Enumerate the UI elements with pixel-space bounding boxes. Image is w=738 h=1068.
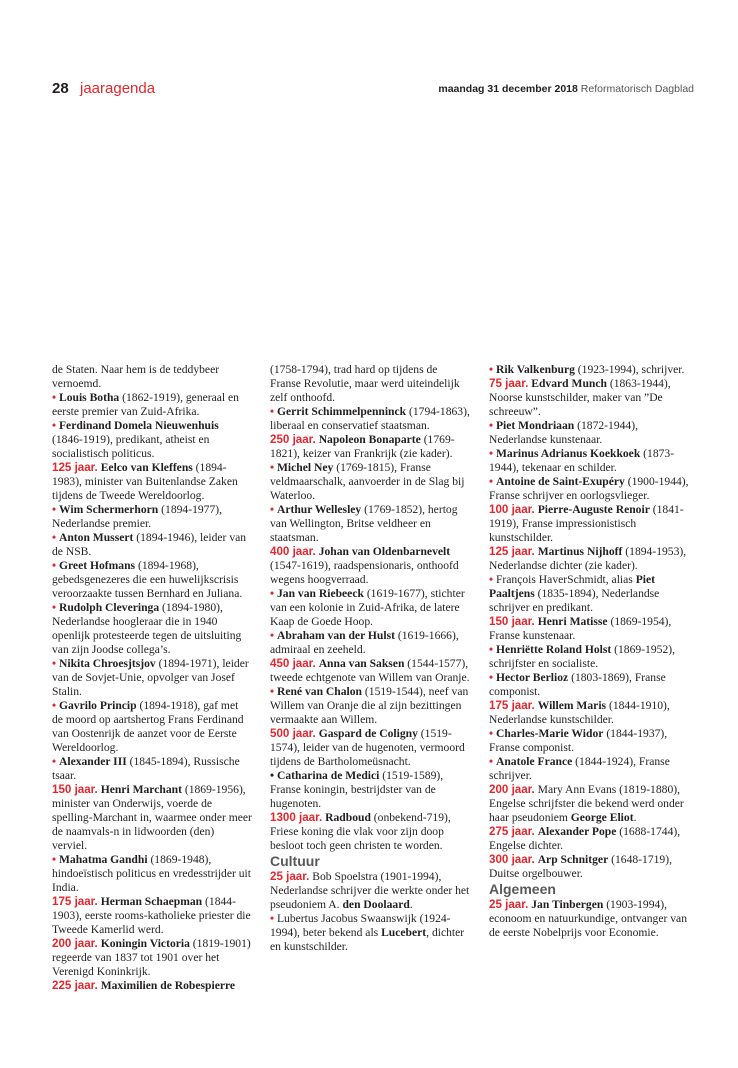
person-name: Anton Mussert — [58, 531, 134, 544]
anniversary-year: 300 jaar. — [489, 853, 535, 866]
agenda-entry — [52, 363, 252, 391]
anniversary-year: 125 jaar. — [52, 461, 98, 474]
person-name: Gavrilo Princip — [58, 699, 137, 712]
person-name: Anna van Saksen — [318, 657, 405, 670]
bullet-icon: • — [489, 363, 494, 376]
bullet-icon: • — [52, 559, 57, 572]
agenda-entry — [270, 912, 470, 954]
person-name: Louis Botha — [58, 391, 120, 404]
anniversary-year: 200 jaar. — [52, 937, 98, 950]
entry-text: . — [633, 811, 637, 824]
entry-text: (1923-1994), schrijver. — [574, 363, 685, 376]
anniversary-year: 75 jaar. — [489, 377, 529, 390]
anniversary-year: 125 jaar. — [489, 545, 535, 558]
person-name: Napoleon Bonaparte — [318, 433, 421, 446]
person-name: Michel Ney — [276, 461, 334, 474]
entry-text: (1894-1977), Nederlandse premier. — [52, 503, 223, 530]
person-name: George Eliot — [570, 811, 634, 824]
agenda-entry — [270, 433, 470, 461]
person-name: Jan van Riebeeck — [276, 587, 364, 600]
bullet-icon: • — [52, 503, 57, 516]
agenda-entry — [270, 629, 470, 657]
person-name: Eelco van Kleffens — [100, 461, 193, 474]
person-name: Greet Hofmans — [58, 559, 136, 572]
entry-text: (1819-1901) regeerde van 1837 tot 1901 over het Verenigd Koninkrijk. — [52, 937, 251, 978]
entry-text: (1519-1589), Franse koningin, bestrijdster van de hugenoten. — [270, 769, 444, 810]
bullet-icon: • — [489, 475, 494, 488]
newspaper-name: Reformatorisch Dagblad — [580, 83, 694, 95]
anniversary-year: 25 jaar. — [489, 898, 529, 911]
agenda-entry — [52, 853, 252, 895]
entry-text: (1862-1919), generaal en eerste premier van Zuid-Afrika. — [52, 391, 239, 418]
agenda-entry — [52, 461, 252, 503]
entry-text: (1769-1821), keizer van Frankrijk (zie kader). — [270, 433, 455, 460]
person-name: Maximilien de Robespierre — [100, 979, 236, 992]
bullet-icon: • — [489, 727, 494, 740]
agenda-entry — [52, 895, 252, 937]
entry-text: (1794-1863), liberaal en conservatief staatsman. — [270, 405, 470, 432]
entry-text: (1688-1744), Engelse dichter. — [489, 825, 681, 852]
person-name: Alexander Pope — [537, 825, 617, 838]
agenda-entry — [489, 671, 689, 699]
entry-text: (1846-1919), predikant, atheist en socialistisch politicus. — [52, 433, 210, 460]
agenda-entry — [52, 937, 252, 979]
person-name: Willem Maris — [537, 699, 607, 712]
entry-text: (1894-1946), leider van de NSB. — [52, 531, 247, 558]
agenda-entry — [270, 727, 470, 769]
bullet-icon: • — [270, 685, 275, 698]
anniversary-year: 400 jaar. — [270, 545, 316, 558]
entry-text: Bob Spoelstra (1901-1994), Nederlandse schrijver die werkte onder het pseudoniem A. — [270, 870, 470, 911]
agenda-entry — [52, 559, 252, 601]
entry-text: , dichter en kunstschilder. — [270, 926, 465, 953]
entry-text: (1894-1983), minister van Buitenlandse Zaken tijdens de Tweede Wereldoorlog. — [52, 461, 238, 502]
entry-text: (1900-1944), Franse schrijver en oorlogsvlieger. — [489, 475, 689, 502]
section-heading: Algemeen — [489, 881, 556, 897]
agenda-entry — [270, 685, 470, 727]
entry-text: (1519-1544), neef van Willem van Oranje die al zijn bezittingen vermaakte aan Willem. — [270, 685, 469, 726]
page-header — [52, 80, 694, 104]
person-name: Piet Paaltjens — [489, 573, 656, 600]
agenda-entry — [489, 755, 689, 783]
anniversary-year: 100 jaar. — [489, 503, 535, 516]
entry-text: (1894-1971), leider van de Sovjet-Unie, opvolger van Josef Stalin. — [52, 657, 249, 698]
bullet-icon: • — [489, 643, 494, 656]
anniversary-year: 450 jaar. — [270, 657, 316, 670]
entry-text: (1869-1956), minister van Onderwijs, voerde de spelling-Marchant in, waarmee onder meer de naamvals-n in lidwoorden (den) verviel. — [52, 783, 252, 852]
agenda-entry — [52, 783, 252, 853]
person-name: Ferdinand Domela Nieuwenhuis — [58, 419, 219, 432]
column-1 — [52, 363, 252, 993]
agenda-entry — [52, 699, 252, 755]
bullet-icon: • — [52, 657, 57, 670]
person-name: Arp Schnitger — [537, 853, 609, 866]
person-name: Mahatma Gandhi — [58, 853, 148, 866]
person-name: Wim Schermerhorn — [58, 503, 159, 516]
bullet-icon: • — [270, 769, 275, 782]
agenda-entry — [52, 601, 252, 657]
entry-text: (1544-1577), tweede echtgenote van Willem van Oranje. — [270, 657, 470, 684]
agenda-entry — [489, 853, 689, 881]
entry-text: (1894-1918), gaf met de moord op aartshertog Frans Ferdinand van Oostenrijk de aanzet voor de Eerste Wereldoorlog. — [52, 699, 244, 754]
person-name: Abraham van der Hulst — [276, 629, 395, 642]
entry-text: (1869-1952), schrijfster en socialiste. — [489, 643, 676, 670]
agenda-entry — [270, 461, 470, 503]
agenda-entry — [489, 475, 689, 503]
person-name: Arthur Wellesley — [276, 503, 362, 516]
issue-date: maandag 31 december 2018 — [438, 83, 578, 95]
bullet-icon: • — [52, 601, 57, 614]
agenda-entry — [270, 870, 470, 912]
person-name: Anatole France — [495, 755, 573, 768]
entry-text: (1844-1924), Franse schrijver. — [489, 755, 670, 782]
person-name: den Doolaard — [342, 898, 410, 911]
page-number: 28 — [52, 80, 69, 97]
bullet-icon: • — [270, 461, 275, 474]
person-name: Edvard Munch — [531, 377, 607, 390]
date-line — [438, 83, 694, 95]
agenda-entry — [52, 531, 252, 559]
column-2 — [270, 363, 470, 954]
entry-text: (1519-1574), leider van de hugenoten, vermoord tijdens de Bartholomeüsnacht. — [270, 727, 465, 768]
entry-text: (1894-1953), Nederlandse dichter (zie kader). — [489, 545, 687, 572]
agenda-entry — [489, 615, 689, 643]
entry-text: (1769-1815), Franse veldmaarschalk, aanvoerder in de Slag bij Waterloo. — [270, 461, 465, 502]
person-name: Piet Mondriaan — [495, 419, 575, 432]
agenda-entry — [52, 503, 252, 531]
agenda-entry — [52, 755, 252, 783]
entry-text: (1894-1968), gebedsgenezeres die een huwelijkscrisis veroorzaakte tussen Bernhard en Juliana. — [52, 559, 243, 600]
entry-text: (1758-1794), trad hard op tijdens de Franse Revolutie, maar werd uiteindelijk zelf onthoofd. — [270, 363, 460, 404]
entry-text: de Staten. Naar hem is de teddybeer vernoemd. — [52, 363, 220, 390]
entry-text: (1619-1677), stichter van een kolonie in Zuid-Afrika, de latere Kaap de Goede Hoop. — [270, 587, 465, 628]
agenda-entry — [489, 643, 689, 671]
bullet-icon: • — [270, 405, 275, 418]
anniversary-year: 175 jaar. — [489, 699, 535, 712]
entry-text: (1872-1944), Nederlandse kunstenaar. — [489, 419, 638, 446]
anniversary-year: 500 jaar. — [270, 727, 316, 740]
agenda-entry — [52, 979, 252, 993]
agenda-entry — [489, 419, 689, 447]
agenda-entry — [52, 391, 252, 419]
bullet-icon: • — [270, 629, 275, 642]
entry-text: (1894-1980), Nederlandse hoogleraar die in 1940 openlijk protesteerde tegen de uitsluiting van zijn Joodse collega’s. — [52, 601, 242, 656]
person-name: Marinus Adrianus Koekkoek — [495, 447, 641, 460]
section-name: jaaragenda — [80, 80, 156, 97]
entry-text: (1803-1869), Franse componist. — [489, 671, 666, 698]
entry-text: (1869-1954), Franse kunstenaar. — [489, 615, 672, 642]
person-name: Jan Tinbergen — [531, 898, 604, 911]
person-name: Koningin Victoria — [100, 937, 190, 950]
agenda-entry — [489, 727, 689, 755]
agenda-entry — [489, 503, 689, 545]
bullet-icon: • — [489, 447, 494, 460]
entry-text: . — [409, 898, 413, 911]
agenda-entry — [489, 825, 689, 853]
entry-text: (1547-1619), raadspensionaris, onthoofd wegens hoogverraad. — [270, 559, 459, 586]
bullet-icon: • — [489, 671, 494, 684]
anniversary-year: 275 jaar. — [489, 825, 535, 838]
bullet-icon: • — [52, 531, 57, 544]
anniversary-year: 25 jaar. — [270, 870, 310, 883]
agenda-entry — [270, 769, 470, 811]
anniversary-year: 150 jaar. — [489, 615, 535, 628]
person-name: Henri Matisse — [537, 615, 608, 628]
bullet-icon: • — [489, 419, 494, 432]
agenda-entry — [270, 545, 470, 587]
column-3 — [489, 363, 689, 940]
bullet-icon: • — [270, 912, 275, 925]
person-name: Nikita Chroesjtsjov — [58, 657, 156, 670]
entry-text: (1903-1994), econoom en natuurkundige, ontvanger van de eerste Nobelprijs voor Economie. — [489, 898, 687, 939]
person-name: Hector Berlioz — [495, 671, 569, 684]
person-name: Charles-Marie Widor — [495, 727, 604, 740]
entry-text: Mary Ann Evans (1819-1880), Engelse schrijfster die bekend werd onder haar pseudoniem — [489, 783, 684, 824]
agenda-entry — [489, 377, 689, 419]
agenda-entry — [489, 699, 689, 727]
entry-text: (1841-1919), Franse impressionistisch kunstschilder. — [489, 503, 684, 544]
anniversary-year: 175 jaar. — [52, 895, 98, 908]
person-name: Martinus Nijhoff — [537, 545, 623, 558]
entry-text: Lubertus Jacobus Swaanswijk (1924-1994), beter bekend als — [270, 912, 451, 939]
agenda-entry — [270, 405, 470, 433]
entry-text: (1769-1852), hertog van Wellington, Britse veldheer en staatsman. — [270, 503, 458, 544]
person-name: Herman Schaepman — [100, 895, 203, 908]
bullet-icon: • — [52, 699, 57, 712]
anniversary-year: 250 jaar. — [270, 433, 316, 446]
entry-text: (1845-1894), Russische tsaar. — [52, 755, 240, 782]
agenda-entry — [270, 811, 470, 853]
section-heading: Cultuur — [270, 853, 320, 869]
entry-text: (1619-1666), admiraal en zeeheld. — [270, 629, 459, 656]
entry-text: (1648-1719), Duitse orgelbouwer. — [489, 853, 672, 880]
person-name: Alexander III — [58, 755, 127, 768]
person-name: Henri Marchant — [100, 783, 182, 796]
person-name: Gaspard de Coligny — [318, 727, 418, 740]
agenda-entry — [489, 898, 689, 940]
anniversary-year: 1300 jaar. — [270, 811, 323, 824]
bullet-icon: • — [489, 573, 494, 586]
person-name: Henriëtte Roland Holst — [495, 643, 612, 656]
bullet-icon: • — [489, 755, 494, 768]
agenda-entry — [270, 587, 470, 629]
entry-text: (1873-1944), tekenaar en schilder. — [489, 447, 675, 474]
anniversary-year: 200 jaar. — [489, 783, 535, 796]
anniversary-year: 225 jaar. — [52, 979, 98, 992]
bullet-icon: • — [270, 503, 275, 516]
entry-text: (1863-1944), Noorse kunstschilder, maker van ”De schreeuw”. — [489, 377, 671, 418]
anniversary-year: 150 jaar. — [52, 783, 98, 796]
agenda-entry — [270, 503, 470, 545]
entry-text: (1844-1910), Nederlandse kunstschilder. — [489, 699, 670, 726]
entry-text: (1835-1894), Nederlandse schrijver en predikant. — [489, 587, 660, 614]
entry-text: (onbekend-719), Friese koning die vlak voor zijn doop besloot toch geen christen te worden. — [270, 811, 451, 852]
agenda-entry — [52, 419, 252, 461]
bullet-icon: • — [52, 391, 57, 404]
bullet-icon: • — [52, 419, 57, 432]
agenda-entry — [489, 573, 689, 615]
agenda-entry — [52, 657, 252, 699]
entry-text: François HaverSchmidt, alias — [495, 573, 636, 586]
person-name: Catharina de Medici — [276, 769, 380, 782]
bullet-icon: • — [270, 587, 275, 600]
bullet-icon: • — [52, 755, 57, 768]
agenda-entry — [489, 545, 689, 573]
person-name: René van Chalon — [276, 685, 363, 698]
person-name: Pierre-Auguste Renoir — [537, 503, 650, 516]
agenda-entry — [270, 657, 470, 685]
agenda-entry — [489, 447, 689, 475]
person-name: Rudolph Cleveringa — [58, 601, 160, 614]
person-name: Johan van Oldenbarnevelt — [318, 545, 451, 558]
person-name: Lucebert — [381, 926, 427, 939]
entry-text: (1844-1937), Franse componist. — [489, 727, 668, 754]
entry-text: (1844-1903), eerste rooms-katholieke priester die Tweede Kamerlid werd. — [52, 895, 251, 936]
agenda-entry — [489, 783, 689, 825]
person-name: Rik Valkenburg — [495, 363, 575, 376]
bullet-icon: • — [52, 853, 57, 866]
person-name: Radboud — [325, 811, 371, 824]
person-name: Gerrit Schimmelpenninck — [276, 405, 407, 418]
entry-text: (1869-1948), hindoeïstisch politicus en vredesstrijder uit India. — [52, 853, 251, 894]
agenda-entry — [270, 363, 470, 405]
person-name: Antoine de Saint-Exupéry — [495, 475, 625, 488]
agenda-entry — [489, 363, 689, 377]
